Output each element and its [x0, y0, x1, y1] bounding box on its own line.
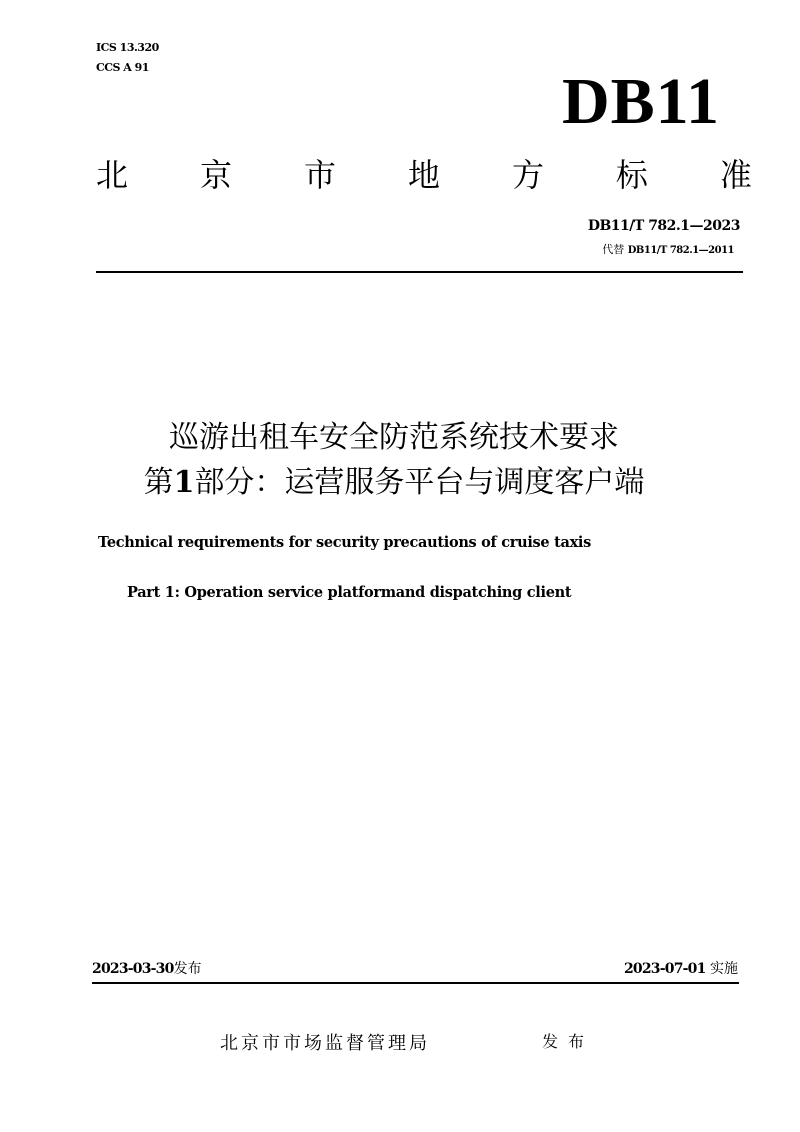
replaces-line [602, 243, 734, 258]
chinese-title-line2 [0, 463, 794, 503]
standard-number: DB11/T 782.1—2023 [587, 218, 740, 234]
ics-code: ICS 13.320 [96, 41, 159, 54]
part-number: 1 [173, 465, 195, 500]
issuing-authority: 北京市市场监督管理局 [220, 1033, 430, 1054]
implementation-label: 实施 [710, 961, 738, 977]
part-prefix: 第 [143, 465, 174, 500]
db11-logo: DB11 [561, 65, 720, 138]
replaces-label: 代替 [602, 243, 625, 256]
standard-type-char: 标 [615, 156, 648, 194]
english-title-line1: Technical requirements for security precautions of cruise taxis [98, 534, 591, 551]
part-title: 部分：运营服务平台与调度客户端 [194, 465, 645, 500]
standard-type-char: 北 [96, 156, 129, 194]
chinese-title-line1: 巡游出租车安全防范系统技术要求 [169, 420, 619, 455]
issue-label: 发布 [173, 961, 202, 977]
standard-type-char: 方 [511, 156, 544, 194]
implementation-date: 2023-07-01 [623, 961, 706, 977]
issuer-action: 发布 [542, 1032, 595, 1051]
replaces-number: DB11/T 782.1—2011 [627, 245, 734, 256]
english-title-line2: Part 1: Operation service platformand dispatching client [127, 584, 572, 601]
issue-date-line [92, 959, 202, 979]
header-divider [96, 271, 743, 273]
ccs-code: CCS A 91 [96, 61, 149, 74]
issue-date: 2023-03-30 [92, 961, 174, 977]
standard-type-char: 准 [719, 156, 752, 194]
standard-type-title [96, 150, 752, 200]
standard-type-char: 京 [199, 156, 232, 194]
implementation-date-line [624, 959, 738, 979]
standard-type-char: 地 [407, 156, 440, 194]
footer-divider [92, 982, 739, 984]
standard-type-char: 市 [303, 156, 336, 194]
